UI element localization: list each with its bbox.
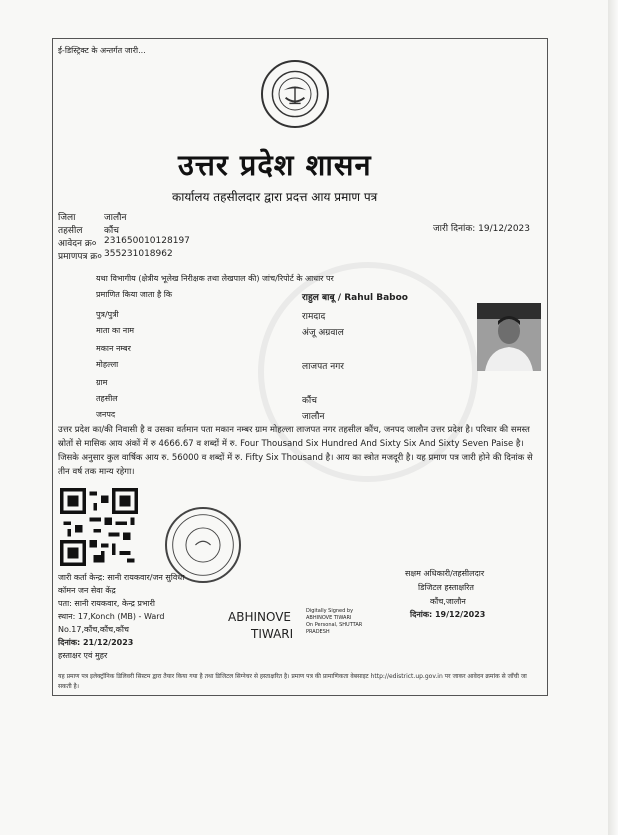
district-label: जिला [58,213,76,223]
field-label: मकान नम्बर [96,344,131,353]
top-note: ई-डिस्ट्रिक्ट के अन्तर्गत जारी... [58,46,146,55]
district-value: जालौन [104,213,127,223]
authority-place: कौंच,जालौन [430,597,466,606]
authority-date: दिनांक: 19/12/2023 [410,610,486,619]
authority-signed: डिजिटल हस्ताक्षरित [418,583,474,592]
authority-title: सक्षम अधिकारी/तहसीलदार [405,569,485,578]
intro-line-2: प्रमाणित किया जाता है कि [96,290,173,299]
application-no-label: आवेदन क्र० [58,239,97,249]
locality: लाजपत नगर [302,362,344,372]
digital-signer-name-1: ABHINOVE [228,610,292,624]
income-statement: उत्तर प्रदेश का/की निवासी है व उसका वर्तमान पता मकान नम्बर ग्राम मोहल्ला लाजपत नगर तहसील कौंच, जनपद जालौन उत्तर प्रदेश है। परिवार की समस्त स्रोतों से मासिक आय अंकों में रु 4666.67 व शब्दों में रु. Four Thousand Six Hundred And Sixty Six And Sixty Seven Paise है। जिसके अनुसार कुल वार्षिक आय रु. 56000 व शब्दों में रु. Fifty Six Thousand है। आय का स्त्रोत मजदूरी है। यह प्रमाण पत्र जारी होने की दिनांक से तीन वर्ष तक मान्य रहेगा। [58,425,533,477]
applicant-photo [477,303,541,371]
tehsil-value: कौंच [104,226,119,236]
issuer-signature-label: हस्ताक्षर एवं मुहर [58,651,108,660]
field-label: जनपद [96,410,116,419]
intro-line-1: यथा विभागीय (क्षेत्रीय भूलेख निरीक्षक तथा लेखपाल की) जांच/रिपोर्ट के आधार पर [96,274,334,283]
tehsil: कौंच [302,396,317,406]
up-emblem-icon [261,60,329,128]
father-name: रामदाद [302,312,326,322]
field-label: मोहल्ला [96,360,119,369]
page-title: उत्तर प्रदेश शासन [178,148,372,182]
field-label: ग्राम [96,378,108,387]
issuer-place: स्थान: 17,Konch (MB) - Ward [58,612,165,621]
tehsil-label: तहसील [58,226,83,236]
page-edge [608,0,618,835]
field-label: तहसील [96,394,118,403]
digital-signer-name-2: TIWARI [251,627,294,641]
page-subtitle: कार्यालय तहसीलदार द्वारा प्रदत्त आय प्रमाण पत्र [172,190,378,204]
issuer-janseva: कॉमन जन सेवा केंद्र [58,586,116,595]
issuer-date: दिनांक: 21/12/2023 [58,638,134,647]
digital-sign-note-3: On Personal, SHUTTAR [306,622,363,628]
issuer-address: पता: सानी रायकवार, केन्द्र प्रभारी [58,599,155,608]
certificate-no-value: 355231018962 [104,249,173,259]
issuer-center: जारी कर्ता केन्द्र: सानी रायकवार/जन सुविधा [58,573,185,582]
issuer-place-2: No.17,कौंच,कौंच,कौंच [58,625,129,634]
applicant-name: राहुल बाबू / Rahul Baboo [302,293,408,303]
field-label: पुत्र/पुत्री [96,310,119,319]
digital-sign-note-2: ABHINOVE TIWARI [306,615,352,621]
application-no-value: 231650010128197 [104,236,190,246]
field-label: माता का नाम [96,326,135,335]
qr-code-icon [60,488,138,566]
digital-sign-note-4: PRADESH [306,629,330,635]
mother-name: अंजू अग्रवाल [302,328,344,338]
certificate-no-label: प्रमाणपत्र क्र० [58,252,102,262]
issue-date: जारी दिनांक: 19/12/2023 [433,224,530,234]
footer-note: यह प्रमाण पत्र इलेक्ट्रॉनिक डिलिवरी सिस्टम द्वारा तैयार किया गया है तथा डिजिटल सिग्नेचर से हस्ताक्षरित है। प्रमाण पत्र की प्रामाणिकता वेबसाइट http://edistrict.up.gov.in पर जाकर आवेदन क्रमांक से जाँची जा सकती है। [58,673,527,690]
district: जालौन [302,412,325,422]
digital-sign-note-1: Digitally Signed by [306,608,354,614]
